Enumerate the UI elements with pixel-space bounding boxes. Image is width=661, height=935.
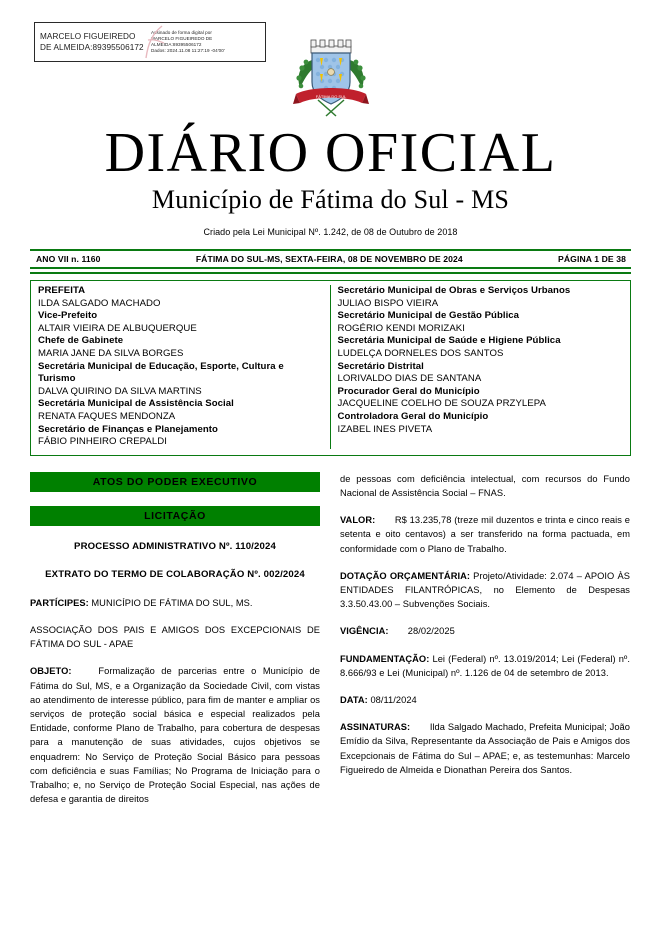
signature-meta-line-4: Dados: 2024.11.08 11:27:19 -04'00' (151, 48, 225, 54)
official-title: Secretária Municipal de Saúde e Higiene Pública (337, 335, 561, 347)
valor-label: VALOR: (340, 515, 376, 526)
official-title: Secretário Municipal de Obras e Serviços Urbanos (337, 285, 571, 296)
issue-info-bar (30, 249, 631, 269)
official-name: ROGÉRIO KENDI MORIZAKI (337, 322, 465, 334)
objeto-value: Formalização de parcerias entre o Município de Fátima do Sul, MS, e a Organização da Sociedade Civil, com vistas ao atendimento de interesse público, para fim de manter e ampliar os serviços de proteção social básica e especial realizados pela Entidade, conforme Plano de Trabalho, para cobertura de despesas para a manutenção de suas atividades, cujos objetivos se enquadrem: No Serviço de Proteção Social Básico para pessoas com deficiência e suas Famílias; No Programa de Iniciação para o Trabalho; e, no Serviço de Proteção Social Especial, nas ações de defesa e garantia de direitos (30, 666, 320, 805)
official-title: Chefe de Gabinete (38, 335, 124, 347)
officials-box (30, 280, 631, 456)
signature-meta-line-1: Assinado de forma digital por (151, 29, 212, 35)
assinaturas-paragraph (340, 720, 630, 777)
data-value: 08/11/2024 (370, 694, 417, 705)
data-paragraph (340, 693, 630, 707)
fundamentacao-value: Lei (Federal) nº. 13.019/2014; Lei (Federal) nº. 8.666/93 e Lei (Municipal) nº. 1.126 de 04 de setembro de 2013. (340, 653, 630, 678)
vigencia-label: VIGÊNCIA: (340, 626, 389, 637)
participes-label: PARTÍCIPES: (30, 597, 89, 608)
official-title: Controladora Geral do Município (337, 410, 489, 422)
issue-year-number: ANO VII n. 1160 (36, 254, 101, 264)
participes-paragraph (30, 596, 320, 610)
official-name: ILDA SALGADO MACHADO (38, 297, 161, 309)
official-name: RENATA FAQUES MENDONZA (38, 410, 176, 422)
official-name: IZABEL INES PIVETA (337, 423, 433, 435)
dotacao-paragraph (340, 569, 630, 612)
section-banner-licitacao: LICITAÇÃO (30, 506, 320, 526)
official-title: Secretário Distrital (337, 360, 424, 372)
objeto-label: OBJETO: (30, 666, 72, 677)
officials-column-right (331, 285, 631, 449)
official-title: Secretário de Finanças e Planejamento (38, 423, 218, 435)
official-name: MARIA JANE DA SILVA BORGES (38, 347, 184, 359)
section-banner-atos: ATOS DO PODER EXECUTIVO (30, 472, 320, 492)
info-bar-bottom-rule (30, 272, 631, 274)
page-number: PÁGINA 1 DE 38 (558, 254, 626, 264)
official-title: Vice-Prefeito (38, 310, 98, 322)
creation-law-note: Criado pela Lei Municipal Nº. 1.242, de 08 de Outubro de 2018 (203, 227, 458, 237)
official-name: DALVA QUIRINO DA SILVA MARTINS (38, 385, 202, 397)
objeto-continuation-paragraph: de pessoas com deficiência intelectual, com recursos do Fundo Nacional de Assistência Social – FNAS. (340, 473, 630, 498)
assinaturas-value: Ilda Salgado Machado, Prefeita Municipal; João Emídio da Silva, Representante da Associação de Pais e Amigos dos Excepcionais de Fátima do Sul – APAE; e, as testemunhas: Marcelo Figueiredo de Almeida e Dionathan Pereira dos Santos. (340, 722, 630, 775)
participes-value: MUNICÍPIO DE FÁTIMA DO SUL, MS. (91, 597, 253, 608)
municipal-crest-icon (288, 34, 374, 122)
body-column-right (340, 472, 630, 820)
official-name: LORIVALDO DIAS DE SANTANA (337, 373, 482, 385)
page-subtitle: Município de Fátima do Sul - MS (151, 185, 510, 214)
official-name: JULIAO BISPO VIEIRA (337, 297, 439, 309)
official-title: PREFEITA (38, 285, 86, 296)
extrato-termo-heading: EXTRATO DO TERMO DE COLABORAÇÃO Nº. 002/2024 (45, 568, 305, 580)
official-name: FÁBIO PINHEIRO CREPALDI (38, 436, 167, 448)
official-title: Procurador Geral do Município (337, 385, 480, 397)
signature-meta-line-2: MARCELO FIGUEIREDO DE (151, 35, 213, 41)
official-title: Secretária Municipal de Educação, Esporte, Cultura e Turismo (38, 360, 284, 385)
valor-value: R$ 13.235,78 (treze mil duzentos e trinta e cinco reais e setenta e oito centavos) a ser transferido na forma pactuada, em conformidade com o Plano de Trabalho. (340, 515, 630, 554)
official-name: JACQUELINE COELHO DE SOUZA PRZYLEPA (337, 398, 546, 410)
masthead (30, 124, 631, 239)
signature-meta-line-3: ALMEIDA:89395506172 (151, 42, 202, 47)
issue-date-location: FÁTIMA DO SUL-MS, SEXTA-FEIRA, 08 DE NOVEMBRO DE 2024 (195, 254, 463, 264)
dotacao-value: Projeto/Atividade: 2.074 – APOIO ÀS ENTIDADES FILANTRÓPICAS, no Elemento de Despesas 3.3.50.43.00 – Subvenções Sociais. (340, 570, 630, 610)
page-title: DIÁRIO OFICIAL (104, 122, 557, 184)
participes-entity-paragraph: ASSOCIAÇÃO DOS PAIS E AMIGOS DOS EXCEPCIONAIS DE FÁTIMA DO SUL - APAE (30, 624, 320, 650)
officials-column-left (31, 285, 331, 449)
official-title: Secretária Municipal de Assistência Social (38, 398, 234, 410)
body-column-left (30, 472, 320, 820)
processo-administrativo-heading: PROCESSO ADMINISTRATIVO Nº. 110/2024 (74, 540, 276, 552)
assinaturas-label: ASSINATURAS: (340, 722, 411, 733)
data-label: DATA: (340, 694, 368, 705)
fundamentacao-paragraph (340, 652, 630, 680)
svg-text:FÁTIMA DO SUL: FÁTIMA DO SUL (315, 94, 346, 99)
official-name: ALTAIR VIEIRA DE ALBUQUERQUE (38, 322, 197, 334)
signature-name: MARCELO FIGUEIREDO DE ALMEIDA:89395506172 (40, 32, 144, 52)
objeto-paragraph (30, 664, 320, 806)
official-title: Secretário Municipal de Gestão Pública (337, 310, 520, 322)
vigencia-paragraph (340, 624, 630, 638)
vigencia-value: 28/02/2025 (407, 626, 455, 637)
dotacao-label: DOTAÇÃO ORÇAMENTÁRIA: (340, 570, 470, 581)
coat-of-arms (0, 34, 661, 127)
valor-paragraph (340, 513, 630, 556)
official-name: LUDELÇA DORNELES DOS SANTOS (337, 347, 504, 359)
body-columns (30, 472, 631, 820)
fundamentacao-label: FUNDAMENTAÇÃO: (340, 653, 430, 664)
